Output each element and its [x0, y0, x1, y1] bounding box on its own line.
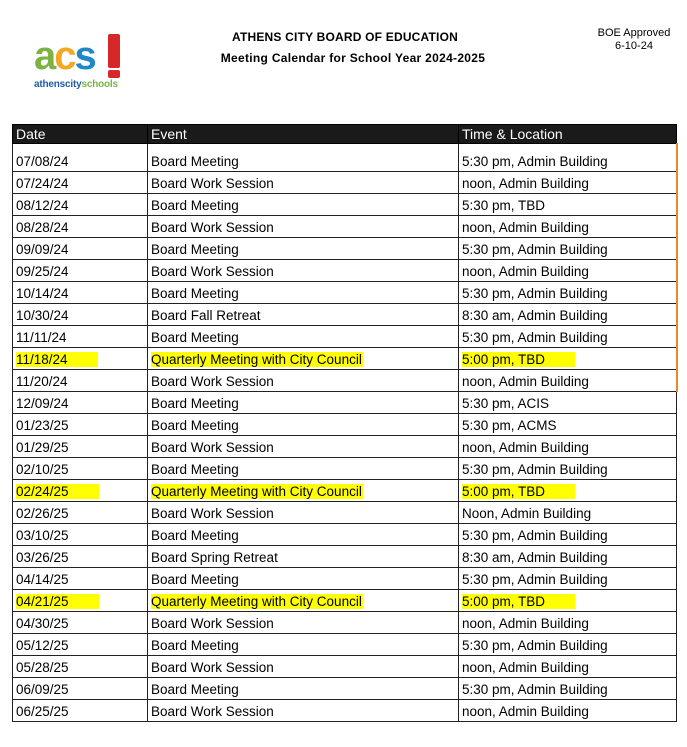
table-row	[13, 458, 677, 480]
cell-time-location	[459, 502, 677, 524]
cell-event-text: Board Spring Retreat	[151, 550, 278, 565]
cell-event-text: Board Meeting	[151, 242, 239, 257]
cell-event	[148, 546, 459, 568]
cell-time-location-text: 8:30 am, Admin Building	[462, 308, 608, 323]
cell-date	[13, 144, 148, 172]
cell-time-location	[459, 238, 677, 260]
cell-date	[13, 590, 148, 612]
cell-date	[13, 546, 148, 568]
cell-date	[13, 524, 148, 546]
cell-time-location-text: 5:30 pm, Admin Building	[462, 330, 608, 345]
cell-event-text: Board Meeting	[151, 330, 239, 345]
cell-event-text: Board Work Session	[151, 704, 274, 719]
cell-date-text: 01/23/25	[16, 418, 69, 433]
cell-event-text: Board Work Session	[151, 264, 274, 279]
table-row	[13, 678, 677, 700]
cell-date	[13, 326, 148, 348]
cell-time-location	[459, 326, 677, 348]
cell-event-text: Board Meeting	[151, 462, 239, 477]
approval-date: 6-10-24	[615, 40, 653, 52]
cell-date	[13, 172, 148, 194]
table-row	[13, 216, 677, 238]
cell-event	[148, 304, 459, 326]
cell-event	[148, 612, 459, 634]
table-row	[13, 502, 677, 524]
cell-time-location	[459, 480, 677, 502]
cell-event-text: Board Meeting	[151, 198, 239, 213]
cell-event	[148, 678, 459, 700]
table-row	[13, 392, 677, 414]
cell-time-location-text: Noon, Admin Building	[462, 506, 592, 521]
cell-time-location-text: noon, Admin Building	[462, 374, 589, 389]
cell-event	[148, 568, 459, 590]
cell-time-location	[459, 260, 677, 282]
cell-date	[13, 502, 148, 524]
cell-time-location	[459, 414, 677, 436]
cell-time-location-text: 5:00 pm, TBD	[462, 484, 575, 499]
cell-date-text: 12/09/24	[16, 396, 69, 411]
cell-event	[148, 370, 459, 392]
table-row	[13, 480, 677, 502]
cell-date-text: 02/10/25	[16, 462, 69, 477]
cell-event-text: Board Work Session	[151, 506, 274, 521]
document-title: ATHENS CITY BOARD OF EDUCATION	[231, 30, 458, 44]
table-row	[13, 590, 677, 612]
approval-label: BOE Approved	[597, 27, 671, 39]
meeting-calendar-table	[12, 124, 678, 722]
cell-event-text: Board Meeting	[151, 528, 239, 543]
cell-time-location	[459, 348, 677, 370]
cell-event-text: Quarterly Meeting with City Council	[151, 352, 362, 367]
cell-date-text: 04/14/25	[16, 572, 69, 587]
logo-exclamation-icon	[108, 34, 120, 68]
cell-time-location	[459, 216, 677, 238]
cell-date-text: 04/21/25	[16, 594, 99, 609]
cell-time-location	[459, 700, 677, 722]
cell-time-location	[459, 546, 677, 568]
cell-event	[148, 656, 459, 678]
table-row	[13, 348, 677, 370]
cell-date	[13, 304, 148, 326]
logo-exclamation-dot-icon	[108, 70, 120, 78]
cell-time-location-text: 5:30 pm, Admin Building	[462, 638, 608, 653]
cell-date-text: 04/30/25	[16, 616, 69, 631]
cell-event-text: Board Fall Retreat	[151, 308, 261, 323]
table-row	[13, 546, 677, 568]
cell-date	[13, 634, 148, 656]
district-logo	[34, 36, 126, 92]
cell-time-location-text: 5:30 pm, TBD	[462, 198, 546, 213]
cell-time-location	[459, 172, 677, 194]
cell-event-text: Board Meeting	[151, 418, 239, 433]
cell-event	[148, 194, 459, 216]
table-row	[13, 194, 677, 216]
cell-time-location	[459, 282, 677, 304]
cell-date-text: 08/28/24	[16, 220, 69, 235]
table-body	[13, 144, 677, 722]
cell-event-text: Board Meeting	[151, 286, 239, 301]
cell-time-location-text: 5:30 pm, Admin Building	[462, 154, 608, 169]
cell-date	[13, 656, 148, 678]
cell-time-location-text: 5:30 pm, Admin Building	[462, 242, 608, 257]
table-row	[13, 260, 677, 282]
table-row	[13, 172, 677, 194]
cell-event	[148, 260, 459, 282]
cell-date	[13, 260, 148, 282]
cell-time-location	[459, 634, 677, 656]
cell-event	[148, 480, 459, 502]
column-header-event: Event	[148, 125, 459, 144]
cell-event-text: Quarterly Meeting with City Council	[151, 594, 362, 609]
cell-date-text: 11/18/24	[16, 352, 98, 367]
cell-time-location	[459, 436, 677, 458]
cell-time-location	[459, 612, 677, 634]
cell-event	[148, 172, 459, 194]
cell-event	[148, 634, 459, 656]
cell-date-text: 03/10/25	[16, 528, 69, 543]
cell-date-text: 11/20/24	[16, 374, 68, 389]
column-header-time-location: Time & Location	[459, 125, 677, 144]
cell-event	[148, 700, 459, 722]
logo-wordmark: acs	[34, 34, 95, 78]
table-row	[13, 634, 677, 656]
cell-event	[148, 326, 459, 348]
cell-time-location-text: noon, Admin Building	[462, 264, 589, 279]
table-row	[13, 282, 677, 304]
cell-date	[13, 348, 148, 370]
cell-time-location-text: 5:30 pm, Admin Building	[462, 682, 608, 697]
cell-time-location-text: 5:30 pm, ACIS	[462, 396, 550, 411]
cell-event-text: Board Meeting	[151, 396, 239, 411]
cell-time-location	[459, 392, 677, 414]
cell-time-location-text: 5:30 pm, Admin Building	[462, 462, 608, 477]
cell-date	[13, 370, 148, 392]
cell-date	[13, 700, 148, 722]
cell-date-text: 10/30/24	[16, 308, 69, 323]
cell-event	[148, 414, 459, 436]
cell-time-location	[459, 370, 677, 392]
cell-event	[148, 590, 459, 612]
cell-time-location-text: 5:30 pm, ACMS	[462, 418, 557, 433]
cell-date	[13, 392, 148, 414]
cell-date	[13, 414, 148, 436]
cell-date-text: 02/24/25	[16, 484, 99, 499]
cell-date	[13, 238, 148, 260]
cell-time-location-text: 8:30 am, Admin Building	[462, 550, 608, 565]
cell-event	[148, 524, 459, 546]
cell-date-text: 06/09/25	[16, 682, 69, 697]
cell-time-location	[459, 304, 677, 326]
cell-time-location	[459, 524, 677, 546]
cell-event-text: Board Work Session	[151, 176, 274, 191]
cell-event-text: Board Work Session	[151, 616, 274, 631]
logo-tagline-b: schools	[81, 79, 118, 90]
cell-time-location-text: noon, Admin Building	[462, 660, 589, 675]
cell-date-text: 09/09/24	[16, 242, 69, 257]
cell-date	[13, 678, 148, 700]
cell-date	[13, 216, 148, 238]
cell-date-text: 01/29/25	[16, 440, 69, 455]
cell-date	[13, 194, 148, 216]
cell-event-text: Board Work Session	[151, 374, 274, 389]
cell-event	[148, 458, 459, 480]
cell-time-location-text: 5:30 pm, Admin Building	[462, 528, 608, 543]
cell-date	[13, 568, 148, 590]
cell-event-text: Board Meeting	[151, 154, 239, 169]
cell-time-location-text: noon, Admin Building	[462, 176, 589, 191]
cell-event-text: Board Meeting	[151, 682, 239, 697]
column-header-date: Date	[13, 125, 148, 144]
table-row	[13, 656, 677, 678]
cell-date	[13, 458, 148, 480]
table-row	[13, 414, 677, 436]
table-row	[13, 304, 677, 326]
cell-time-location-text: noon, Admin Building	[462, 704, 589, 719]
cell-time-location-text: noon, Admin Building	[462, 220, 589, 235]
cell-time-location-text: 5:00 pm, TBD	[462, 594, 575, 609]
cell-event-text: Board Meeting	[151, 638, 239, 653]
cell-time-location-text: noon, Admin Building	[462, 440, 589, 455]
table-row	[13, 144, 677, 172]
cell-date-text: 05/28/25	[16, 660, 69, 675]
cell-time-location-text: 5:30 pm, Admin Building	[462, 286, 608, 301]
cell-time-location	[459, 678, 677, 700]
table-row	[13, 524, 677, 546]
cell-time-location	[459, 144, 677, 172]
cell-time-location-text: 5:30 pm, Admin Building	[462, 572, 608, 587]
cell-date-text: 09/25/24	[16, 264, 69, 279]
table-row	[13, 612, 677, 634]
cell-date-text: 07/08/24	[16, 154, 69, 169]
cell-date	[13, 436, 148, 458]
cell-event	[148, 348, 459, 370]
logo-tagline	[34, 79, 118, 90]
cell-time-location	[459, 590, 677, 612]
cell-event-text: Board Work Session	[151, 220, 274, 235]
cell-date-text: 11/11/24	[16, 330, 67, 345]
cell-date-text: 05/12/25	[16, 638, 69, 653]
table-row	[13, 238, 677, 260]
logo-tagline-a: athenscity	[34, 79, 82, 90]
cell-time-location	[459, 194, 677, 216]
table-row	[13, 326, 677, 348]
cell-date	[13, 282, 148, 304]
cell-event	[148, 144, 459, 172]
cell-time-location	[459, 656, 677, 678]
cell-event	[148, 392, 459, 414]
cell-event	[148, 502, 459, 524]
cell-event-text: Board Work Session	[151, 440, 274, 455]
cell-date-text: 06/25/25	[16, 704, 69, 719]
cell-date	[13, 612, 148, 634]
cell-event	[148, 436, 459, 458]
approval-note	[588, 27, 680, 53]
cell-time-location	[459, 458, 677, 480]
cell-date-text: 03/26/25	[16, 550, 69, 565]
cell-date-text: 07/24/24	[16, 176, 69, 191]
cell-event	[148, 216, 459, 238]
table-row	[13, 700, 677, 722]
cell-event-text: Board Work Session	[151, 660, 274, 675]
cell-date-text: 02/26/25	[16, 506, 69, 521]
cell-date-text: 08/12/24	[16, 198, 69, 213]
cell-event-text: Quarterly Meeting with City Council	[151, 484, 362, 499]
cell-date-text: 10/14/24	[16, 286, 69, 301]
document-subtitle: Meeting Calendar for School Year 2024-2025	[220, 51, 486, 65]
table-row	[13, 436, 677, 458]
table-row	[13, 568, 677, 590]
cell-date	[13, 480, 148, 502]
cell-event-text: Board Meeting	[151, 572, 239, 587]
cell-time-location-text: 5:00 pm, TBD	[462, 352, 575, 367]
table-row	[13, 370, 677, 392]
cell-event	[148, 282, 459, 304]
table-header-row	[13, 125, 677, 144]
cell-time-location-text: noon, Admin Building	[462, 616, 589, 631]
cell-time-location	[459, 568, 677, 590]
cell-event	[148, 238, 459, 260]
